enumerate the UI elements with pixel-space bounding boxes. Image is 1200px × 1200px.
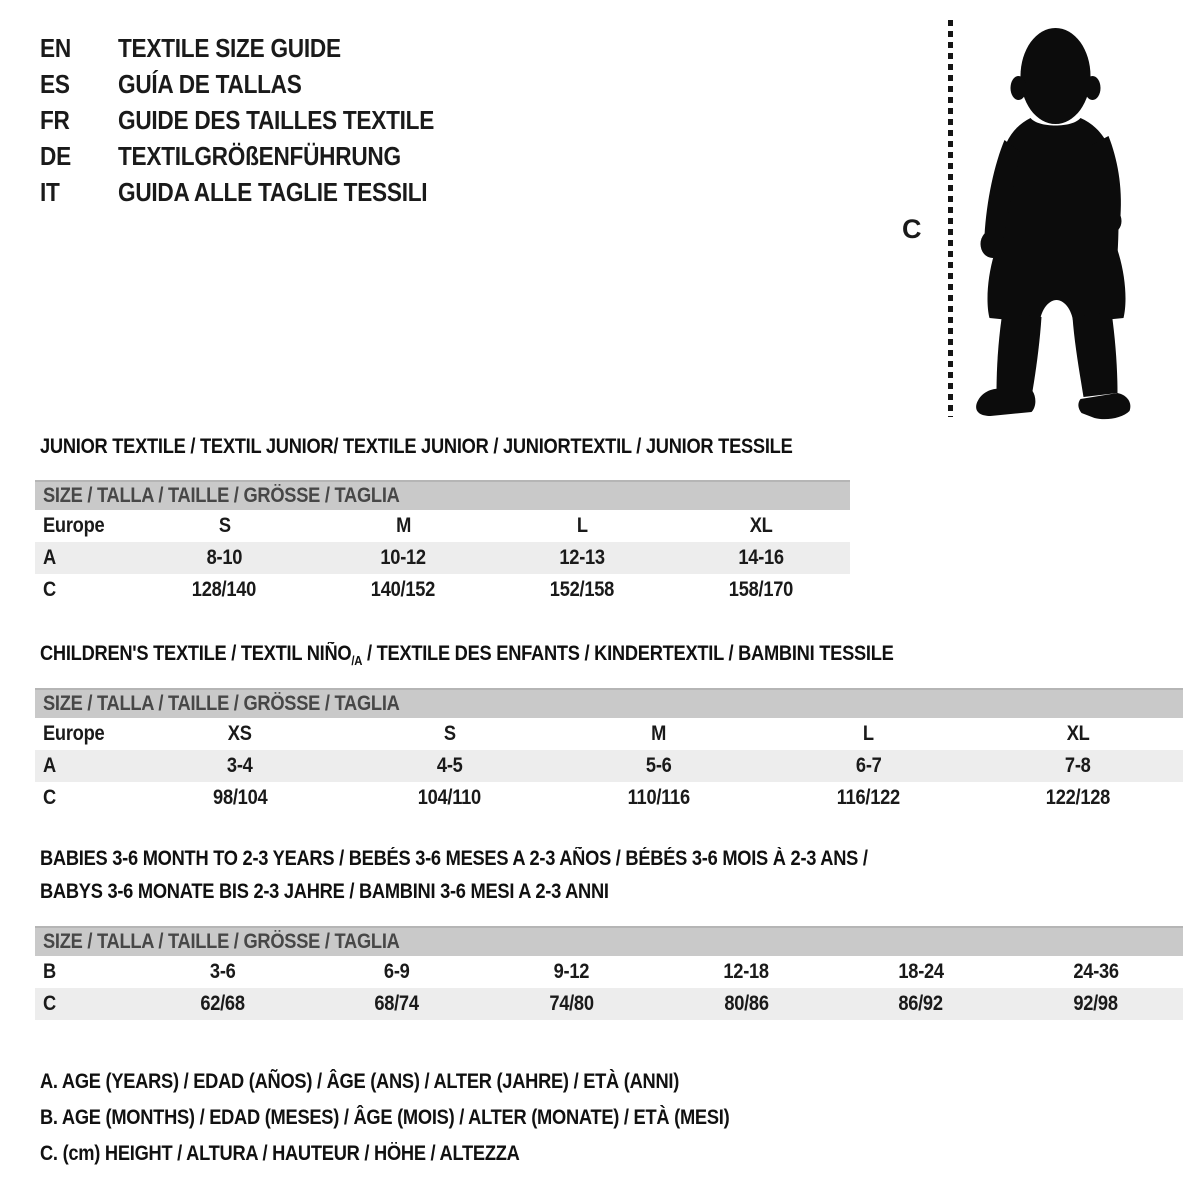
cell: 4-5: [436, 754, 463, 777]
guide-title-de: TEXTILGRÖßENFÜHRUNG: [118, 140, 401, 171]
table-row-age-months: [35, 956, 1183, 988]
language-row-it: [40, 174, 481, 210]
legend-line-age-years: A. AGE (YEARS) / EDAD (AÑOS) / ÂGE (ANS) / ALTER (JAHRE) / ETÀ (ANNI): [40, 1070, 680, 1093]
row-label: Europe: [43, 722, 105, 745]
table-row-height: [35, 574, 850, 606]
language-row-fr: [40, 102, 481, 138]
cell: XL: [1066, 722, 1090, 745]
table-row-height: [35, 782, 1183, 814]
cell: 12-13: [559, 546, 605, 569]
babies-title-line-2: BABYS 3-6 MONATE BIS 2-3 JAHRE / BAMBINI 3-6 MESI A 2-3 ANNI: [40, 880, 609, 903]
language-row-es: [40, 66, 481, 102]
row-label: A: [43, 754, 56, 777]
row-label: C: [43, 786, 56, 809]
row-label: C: [43, 992, 56, 1015]
cell: 86/92: [898, 992, 944, 1015]
cell: 9-12: [553, 960, 590, 983]
cell: M: [395, 514, 411, 537]
height-measure-label: C: [902, 214, 922, 244]
cell: 12-18: [723, 960, 770, 983]
cell: M: [651, 722, 667, 745]
table-row-age: [35, 542, 850, 574]
cell: 92/98: [1073, 992, 1118, 1015]
cell: 110/116: [627, 786, 691, 809]
size-header-bar: SIZE / TALLA / TAILLE / GRÖSSE / TAGLIA: [35, 688, 1183, 718]
cell: 122/128: [1046, 786, 1111, 809]
language-row-de: [40, 138, 481, 174]
table-row-height: [35, 988, 1183, 1020]
cell: 98/104: [212, 786, 267, 809]
cell: L: [863, 722, 875, 745]
height-measure-dashed-line: [948, 20, 953, 417]
junior-section-title: JUNIOR TEXTILE / TEXTIL JUNIOR/ TEXTILE JUNIOR / JUNIORTEXTIL / JUNIOR TESSILE: [40, 435, 793, 458]
children-size-table: [35, 688, 1183, 814]
language-row-en: [40, 30, 481, 66]
table-row-age: [35, 750, 1183, 782]
toddler-silhouette-icon: [962, 14, 1145, 422]
size-header-bar: SIZE / TALLA / TAILLE / GRÖSSE / TAGLIA: [35, 926, 1183, 956]
language-code: DE: [40, 140, 71, 171]
guide-title-es: GUÍA DE TALLAS: [118, 68, 302, 99]
cell: 128/140: [192, 578, 257, 601]
language-code: IT: [40, 176, 60, 207]
cell: 68/74: [374, 992, 420, 1015]
cell: 14-16: [737, 546, 784, 569]
children-title-before: CHILDREN'S TEXTILE / TEXTIL NIÑO: [40, 642, 352, 665]
legend-line-height: C. (cm) HEIGHT / ALTURA / HAUTEUR / HÖHE / ALTEZZA: [40, 1142, 520, 1165]
cell: XS: [227, 722, 252, 745]
babies-section-title: [40, 842, 991, 908]
row-label: C: [43, 578, 56, 601]
cell: S: [443, 722, 456, 745]
cell: 140/152: [371, 578, 436, 601]
cell: L: [576, 514, 588, 537]
cell: 74/80: [549, 992, 594, 1015]
legend-line-age-months: B. AGE (MONTHS) / EDAD (MESES) / ÂGE (MOIS) / ALTER (MONATE) / ETÀ (MESI): [40, 1106, 730, 1129]
cell: 3-6: [209, 960, 236, 983]
cell: 116/122: [836, 786, 901, 809]
cell: 24-36: [1072, 960, 1119, 983]
cell: XL: [749, 514, 773, 537]
legend: [40, 1064, 832, 1172]
cell: 80/86: [724, 992, 769, 1015]
table-row-europe: [35, 510, 850, 542]
row-label: Europe: [43, 514, 105, 537]
row-label: A: [43, 546, 56, 569]
guide-title-en: TEXTILE SIZE GUIDE: [118, 32, 341, 63]
cell: 18-24: [898, 960, 944, 983]
table-row-europe: [35, 718, 1183, 750]
children-section-title: [40, 637, 1021, 677]
cell: 3-4: [226, 754, 253, 777]
cell: S: [218, 514, 231, 537]
language-code: EN: [40, 32, 71, 63]
cell: 152/158: [549, 578, 614, 601]
cell: 8-10: [206, 546, 243, 569]
language-code: ES: [40, 68, 70, 99]
cell: 6-9: [384, 960, 410, 983]
cell: 10-12: [380, 546, 426, 569]
size-header-bar: SIZE / TALLA / TAILLE / GRÖSSE / TAGLIA: [35, 480, 850, 510]
babies-size-table: [35, 926, 1183, 1020]
cell: 6-7: [855, 754, 882, 777]
cell: 104/110: [417, 786, 481, 809]
children-title-sub: /A: [351, 653, 363, 668]
cell: 5-6: [646, 754, 672, 777]
children-title-after: / TEXTILE DES ENFANTS / KINDERTEXTIL / BAMBINI TESSILE: [362, 642, 894, 665]
language-code: FR: [40, 104, 70, 135]
babies-title-line-1: BABIES 3-6 MONTH TO 2-3 YEARS / BEBÉS 3-6 MESES A 2-3 AÑOS / BÉBÉS 3-6 MOIS À 2-3 ANS /: [40, 847, 868, 870]
cell: 158/170: [728, 578, 793, 601]
language-title-list: [40, 30, 481, 210]
cell: 7-8: [1065, 754, 1092, 777]
guide-title-it: GUIDA ALLE TAGLIE TESSILI: [118, 176, 428, 207]
junior-size-table: [35, 480, 850, 606]
guide-title-fr: GUIDE DES TAILLES TEXTILE: [118, 104, 435, 135]
row-label: B: [43, 960, 56, 983]
cell: 62/68: [200, 992, 245, 1015]
